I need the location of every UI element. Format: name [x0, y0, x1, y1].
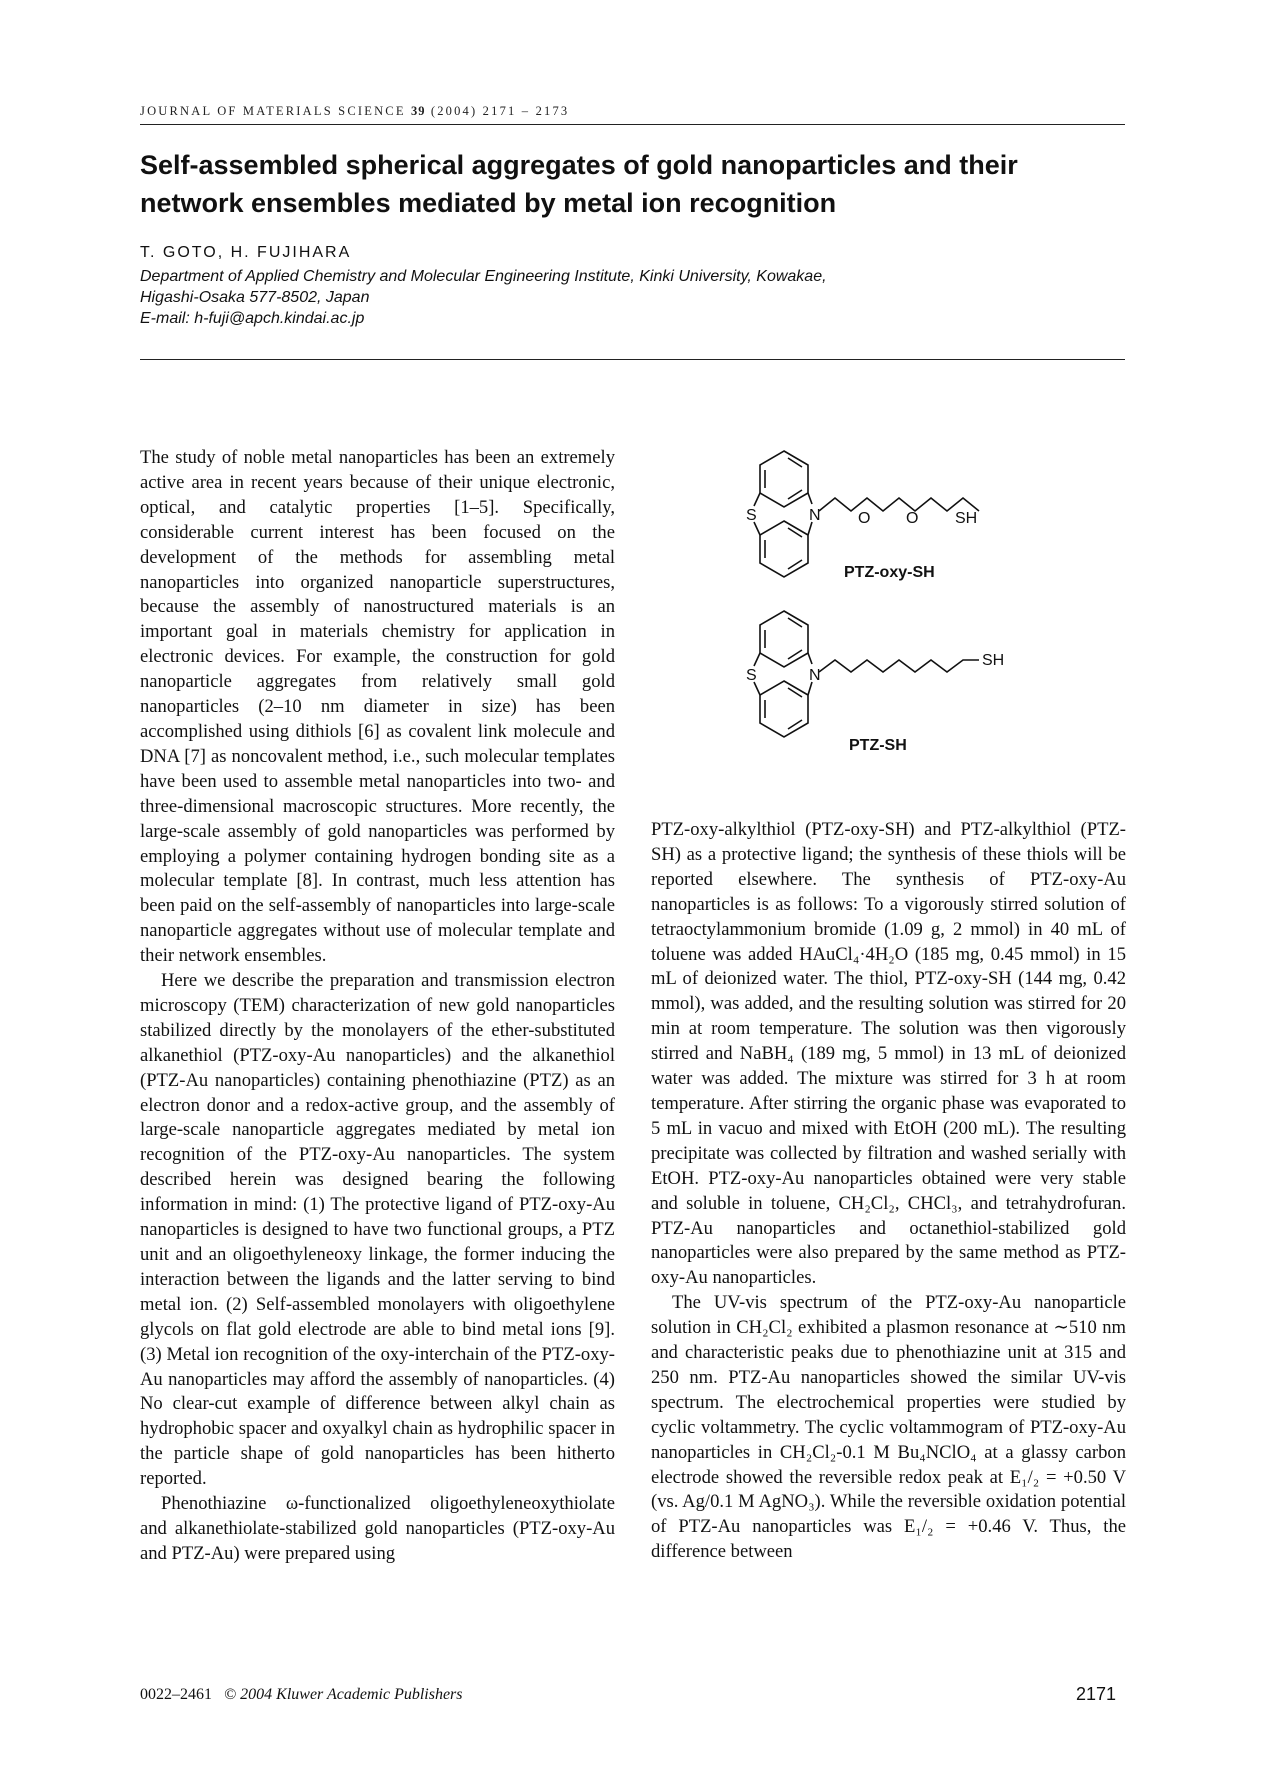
label-ptz-sh: PTZ-SH	[849, 737, 907, 754]
atom-s-top: S	[746, 507, 757, 524]
issn: 0022–2461	[140, 1686, 212, 1703]
atom-s-bottom: S	[746, 667, 757, 684]
group-sh-top: SH	[955, 510, 978, 527]
atom-n-top: N	[809, 507, 821, 524]
benzene-ring-upper	[760, 451, 808, 507]
header-divider	[140, 359, 1125, 360]
affiliation-email: E-mail: h-fuji@apch.kindai.ac.jp	[140, 310, 365, 327]
atom-o-1: O	[858, 510, 871, 527]
group-sh-bottom: SH	[982, 652, 1005, 669]
footer-copyright	[140, 1686, 463, 1704]
running-head	[140, 104, 1125, 125]
benzene-ring-lower-2	[760, 681, 808, 737]
left-column	[140, 446, 615, 1567]
alkyl-chain	[819, 660, 979, 672]
affiliation-line-2: Higashi-Osaka 577-8502, Japan	[140, 289, 370, 306]
paragraph-synthesis: PTZ-oxy-alkylthiol (PTZ-oxy-SH) and PTZ-alkylthiol (PTZ-SH) as a protective ligand; the synthesis of these thiols will be reported elsewhere. The synthesis of PTZ-oxy-Au nanoparticles is as follows: To a vigorously stirred solution of tetraoctylammonium bromide (1.09 g, 2 mmol) in 40 mL of toluene was added HAuCl₄·4H₂O (185 mg, 0.45 mmol) in 15 mL of deionized water. The thiol, PTZ-oxy-SH (144 mg, 0.42 mmol), was added, and the resulting solution was stirred for 20 min at room temperature. The solution was then vigorously stirred and NaBH₄ (189 mg, 5 mmol) in 13 mL of deionized water was added. The mixture was stirred for 3 h at room temperature. After stirring the organic phase was evaporated to 5 mL in vacuo and mixed with EtOH (200 mL). The resulting precipitate was collected by filtration and washed serially with EtOH. PTZ-oxy-Au nanoparticles obtained were very stable and soluble in toluene, CH₂Cl₂, CHCl₃, and tetrahydrofuran. PTZ-Au nanoparticles and octanethiol-stabilized gold nanoparticles were also prepared by the same method as PTZ-oxy-Au nanoparticles.	[651, 819, 1126, 1289]
benzene-ring-upper-2	[760, 611, 808, 667]
paragraph-intro: The study of noble metal nanoparticles has been an extremely active area in recent years because of their unique electronic, optical, and catalytic properties [1–5]. Specifically, considerable current interest has been focused on the development of the methods for assembling metal nanoparticles into organized nanoparticle superstructures, because the assembly of nanostructured materials is an important goal in materials chemistry for application in electronic devices. For example, the construction for gold nanoparticle aggregates from relatively small gold nanoparticles (2–10 nm diameter in size) has been accomplished using dithiols [6] as covalent link molecule and DNA [7] as noncovalent method, i.e., such molecular templates have been used to assemble metal nanoparticles into two- and three-dimensional macroscopic structures. More recently, the large-scale assembly of gold nanoparticles was performed by employing a polymer containing hydrogen bonding site as a molecular template [8]. In contrast, much less attention has been paid on the self-assembly of nanoparticles into large-scale nanoparticle aggregates without use of molecular template and their network ensembles.	[140, 447, 615, 967]
journal-year-pages: (2004) 2171 – 2173	[430, 104, 570, 118]
paragraph-description: Here we describe the preparation and transmission electron microscopy (TEM) characterization of new gold nanoparticles stabilized directly by the monolayers of the ether-substituted alkanethiol (PTZ-oxy-Au nanoparticles) and the alkanethiol (PTZ-Au nanoparticles) containing phenothiazine (PTZ) as an electron donor and a redox-active group, and the assembly of large-scale nanoparticle aggregates mediated by metal ion recognition of the PTZ-oxy-Au nanoparticles. The system described herein was designed bearing the following information in mind: (1) The protective ligand of PTZ-oxy-Au nanoparticles is designed to have two functional groups, a PTZ unit and an oligoethyleneoxy linkage, the former inducing the interaction between the ligands and the latter serving to bind metal ion. (2) Self-assembled monolayers with oligoethylene glycols on flat gold electrode are able to bind metal ions [9]. (3) Metal ion recognition of the oxy-interchain of the PTZ-oxy-Au nanoparticles may afford the assembly of nanoparticles. (4) No clear-cut example of difference between alkyl chain as hydrophobic spacer and oxyalkyl chain as hydrophilic spacer in the particle shape of gold nanoparticles has been hitherto reported.	[140, 970, 615, 1490]
benzene-ring-lower	[760, 521, 808, 577]
journal-name: JOURNAL OF MATERIALS SCIENCE	[140, 104, 406, 118]
authors: T. GOTO, H. FUJIHARA	[140, 244, 352, 261]
atom-n-bottom: N	[809, 667, 821, 684]
structures-svg	[651, 446, 1126, 776]
page-number: 2171	[1076, 1684, 1117, 1704]
paper-title: Self-assembled spherical aggregates of gold nanoparticles and their network ensembles mediated by metal ion recognition	[140, 150, 1018, 218]
atom-o-2: O	[906, 510, 919, 527]
copyright: © 2004 Kluwer Academic Publishers	[224, 1686, 463, 1703]
right-column	[651, 818, 1126, 1565]
journal-volume: 39	[411, 104, 426, 118]
ptz-sh-structure	[754, 611, 979, 737]
paragraph-preparation: Phenothiazine ω-functionalized oligoethyleneoxythiolate and alkanethiolate-stabilized gold nanoparticles (PTZ-oxy-Au and PTZ-Au) were prepared using	[140, 1493, 615, 1564]
chemical-structures-figure	[651, 446, 1126, 776]
paragraph-uv-vis: The UV-vis spectrum of the PTZ-oxy-Au nanoparticle solution in CH₂Cl₂ exhibited a plasmon resonance at ∼510 nm and characteristic peaks due to phenothiazine unit at 315 and 250 nm. PTZ-Au nanoparticles showed the similar UV-vis spectrum. The electrochemical properties were studied by cyclic voltammetry. The cyclic voltammogram of PTZ-oxy-Au nanoparticles in CH₂Cl₂-0.1 M Bu₄NClO₄ at a glassy carbon electrode showed the reversible redox peak at E₁/₂ = +0.50 V (vs. Ag/0.1 M AgNO₃). While the reversible oxidation potential of PTZ-Au nanoparticles was E₁/₂ = +0.46 V. Thus, the difference between	[651, 1292, 1126, 1563]
affiliation	[140, 266, 1125, 329]
label-ptz-oxy-sh: PTZ-oxy-SH	[844, 564, 935, 581]
affiliation-line-1: Department of Applied Chemistry and Molecular Engineering Institute, Kinki University, Kowakae,	[140, 268, 827, 285]
